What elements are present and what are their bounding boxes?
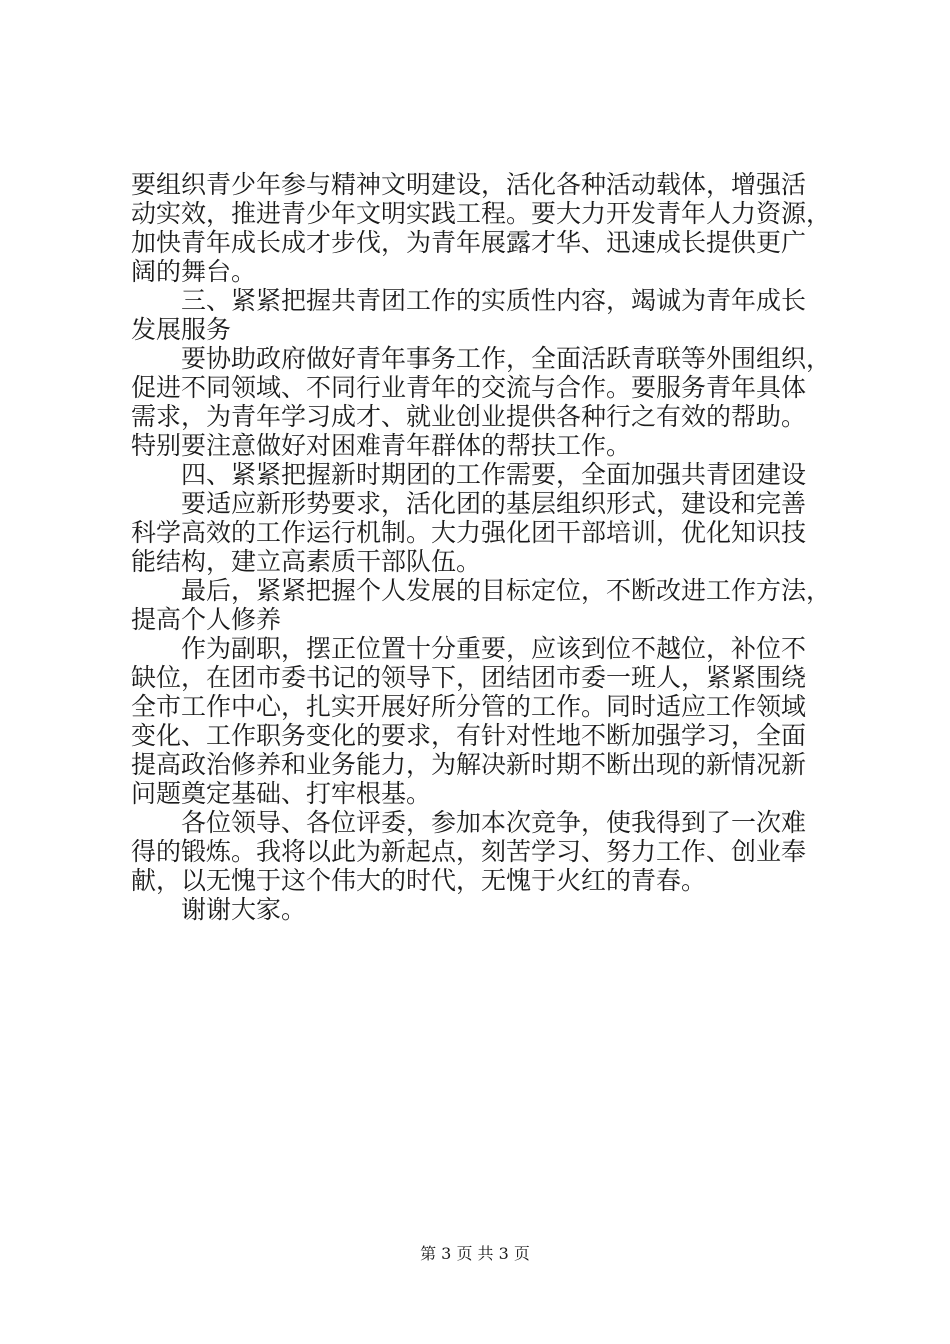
text-line: 各位领导、各位评委，参加本次竞争，使我得到了一次难 [181, 808, 807, 837]
text-line: 阔的舞台。 [131, 257, 257, 286]
text-line: 要组织青少年参与精神文明建设，活化各种活动载体，增强活 [131, 170, 807, 199]
text-line: 加快青年成长成才步伐，为青年展露才华、迅速成长提供更广 [131, 228, 807, 257]
text-line: 需求，为青年学习成才、就业创业提供各种行之有效的帮助。 [131, 402, 807, 431]
text-line: 提高个人修养 [131, 605, 282, 634]
text-line: 得的锻炼。我将以此为新起点，刻苦学习、努力工作、创业奉 [131, 837, 807, 866]
text-line: 提高政治修养和业务能力，为解决新时期不断出现的新情况新 [131, 750, 807, 779]
text-line: 三、紧紧把握共青团工作的实质性内容，竭诚为青年成长 [181, 286, 807, 315]
text-line: 四、紧紧把握新时期团的工作需要，全面加强共青团建设 [181, 460, 807, 489]
text-line: 动实效，推进青少年文明实践工程。要大力开发青年人力资源， [131, 199, 831, 228]
text-line: 要协助政府做好青年事务工作，全面活跃青联等外围组织， [181, 344, 831, 373]
text-line: 能结构，建立高素质干部队伍。 [131, 547, 482, 576]
text-line: 变化、工作职务变化的要求，有针对性地不断加强学习，全面 [131, 721, 807, 750]
body-text [131, 170, 831, 924]
text-line: 谢谢大家。 [181, 895, 307, 924]
text-line: 最后，紧紧把握个人发展的目标定位，不断改进工作方法， [181, 576, 831, 605]
page-footer: 第 3 页 共 3 页 [420, 1244, 530, 1263]
text-line: 全市工作中心，扎实开展好所分管的工作。同时适应工作领域 [131, 692, 807, 721]
text-line: 促进不同领域、不同行业青年的交流与合作。要服务青年具体 [131, 373, 807, 402]
text-line: 要适应新形势要求，活化团的基层组织形式，建设和完善 [181, 489, 807, 518]
text-line: 科学高效的工作运行机制。大力强化团干部培训，优化知识技 [131, 518, 807, 547]
text-line: 献，以无愧于这个伟大的时代，无愧于火红的青春。 [131, 866, 707, 895]
text-line: 特别要注意做好对困难青年群体的帮扶工作。 [131, 431, 632, 460]
text-line: 发展服务 [131, 315, 232, 344]
text-line: 作为副职，摆正位置十分重要，应该到位不越位，补位不 [181, 634, 807, 663]
text-line: 问题奠定基础、打牢根基。 [131, 779, 432, 808]
text-line: 缺位，在团市委书记的领导下，团结团市委一班人，紧紧围绕 [131, 663, 807, 692]
